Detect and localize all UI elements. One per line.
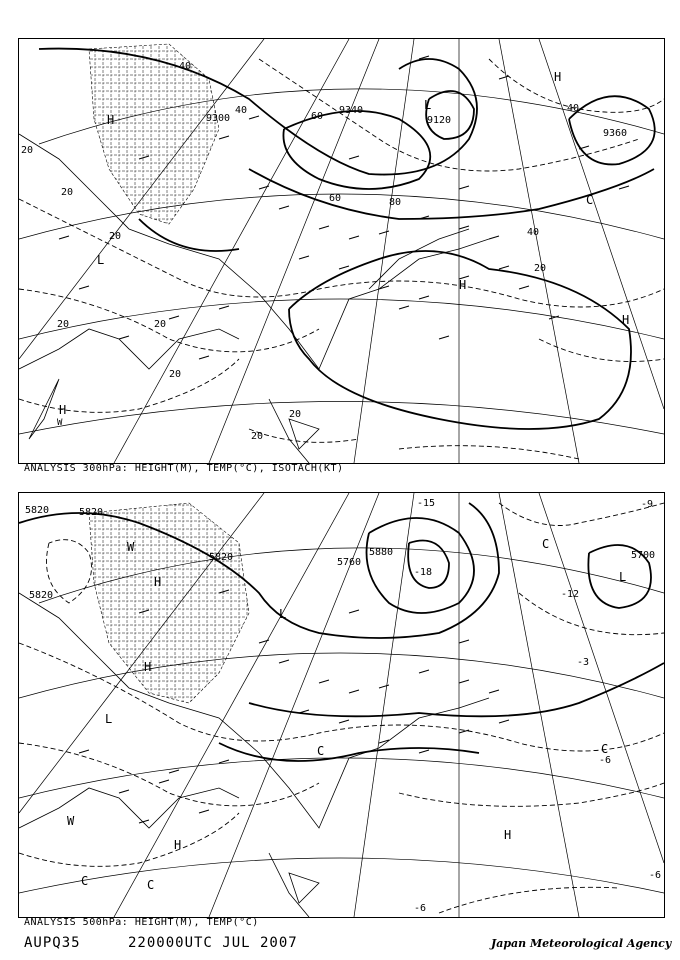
map-panel-300hpa <box>18 38 665 464</box>
isotach-label: 20 <box>169 369 182 380</box>
pressure-center: L <box>279 607 287 621</box>
isotach-label: 60 <box>329 193 342 204</box>
panel-caption-500hpa: ANALYSIS 500hPa: HEIGHT(M), TEMP(°C) <box>24 917 259 928</box>
height-label: 9340 <box>339 105 364 116</box>
height-label: 5700 <box>631 550 656 561</box>
isotach-label: 40 <box>567 103 580 114</box>
isotach-label: 40 <box>527 227 540 238</box>
isotach-label: 20 <box>109 231 122 242</box>
height-label: 5820 <box>209 552 234 563</box>
height-label: 9120 <box>427 115 452 126</box>
pressure-center: L <box>424 98 432 112</box>
pressure-center: H <box>107 113 115 127</box>
temp-label: -6 <box>599 755 612 766</box>
panel-caption-300hpa: ANALYSIS 300hPa: HEIGHT(M), TEMP(°C), ISOTACH(KT) <box>24 463 344 474</box>
temp-label: -3 <box>577 657 590 668</box>
temperature-labels <box>414 498 661 914</box>
pressure-center: C <box>147 878 155 892</box>
pressure-center: C <box>81 874 89 888</box>
map-500hpa-svg <box>19 493 664 917</box>
hatched-region <box>89 44 219 224</box>
pressure-center: H <box>504 828 512 842</box>
pressure-center: H <box>154 575 162 589</box>
height-label: 5880 <box>369 547 394 558</box>
pressure-center: C <box>586 193 594 207</box>
map-panel-500hpa <box>18 492 665 918</box>
pressure-center: L <box>619 570 627 584</box>
height-label: 5820 <box>29 590 54 601</box>
isotach-label: 60 <box>311 111 324 122</box>
pressure-center: W <box>67 814 75 828</box>
pressure-center: C <box>601 742 609 756</box>
height-label: 5760 <box>337 557 362 568</box>
map-300hpa-svg <box>19 39 664 463</box>
temp-label: -6 <box>649 870 662 881</box>
pressure-center: H <box>59 403 67 417</box>
height-label: 5820 <box>79 507 104 518</box>
isotach-label: 20 <box>534 263 547 274</box>
isotach-label: 40 <box>179 61 192 72</box>
temp-label: -9 <box>641 499 654 510</box>
pressure-center: H <box>459 278 467 292</box>
pressure-center: H <box>622 313 630 327</box>
pressure-center: W <box>57 418 63 428</box>
isotach-label: 80 <box>389 197 402 208</box>
isotach-label: 40 <box>235 105 248 116</box>
isotach-label: 20 <box>61 187 74 198</box>
pressure-center: H <box>144 660 152 674</box>
temp-label: -15 <box>417 498 436 509</box>
pressure-center: C <box>542 537 550 551</box>
pressure-center: W <box>127 540 135 554</box>
pressure-center: H <box>174 838 182 852</box>
isotach-label: 20 <box>154 319 167 330</box>
isotach-label: 20 <box>289 409 302 420</box>
isotach-label: 20 <box>57 319 70 330</box>
height-label: 9360 <box>603 128 628 139</box>
height-label: 9300 <box>206 113 231 124</box>
pressure-center: L <box>97 253 105 267</box>
hatched-region <box>89 503 249 703</box>
valid-time: 220000UTC JUL 2007 <box>128 935 298 951</box>
product-code: AUPQ35 <box>24 935 81 951</box>
pressure-center: H <box>554 70 562 84</box>
temp-label: -18 <box>414 567 433 578</box>
pressure-center: C <box>317 744 325 758</box>
height-label: 5820 <box>25 505 50 516</box>
agency-name: Japan Meteorological Agency <box>491 937 672 950</box>
height-labels <box>206 105 627 139</box>
isotach-label: 20 <box>251 431 264 442</box>
temp-label: -6 <box>414 903 427 914</box>
isotach-label: 20 <box>21 145 34 156</box>
pressure-center: L <box>105 712 113 726</box>
temp-label: -12 <box>561 589 580 600</box>
